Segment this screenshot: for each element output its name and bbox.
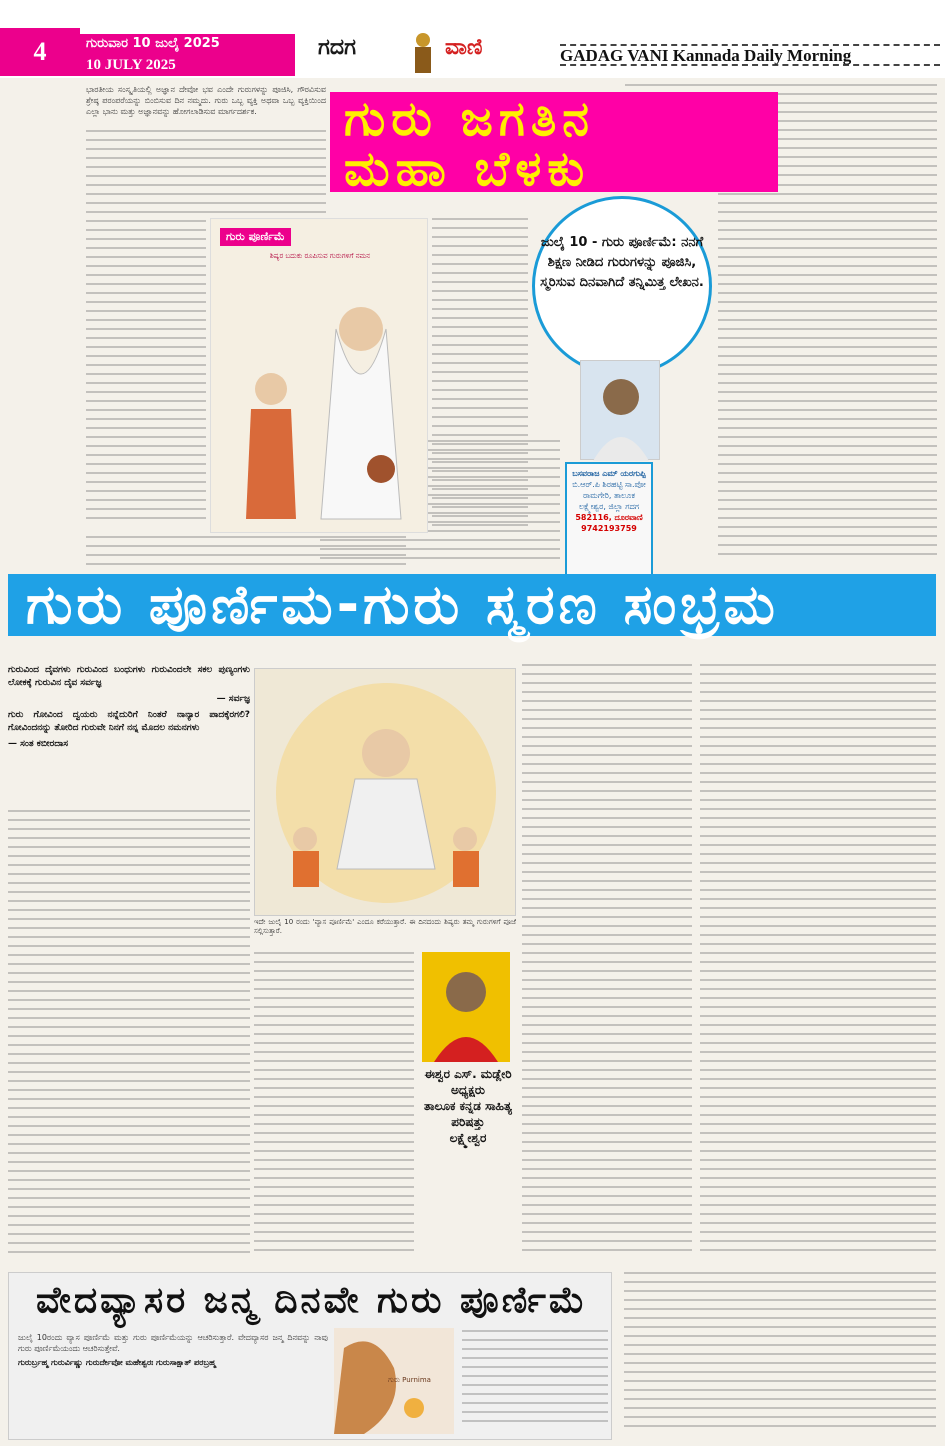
poem1-author: — ಸರ್ವಜ್ಞ — [216, 694, 250, 704]
author2-name: ಈಶ್ವರ ಎಸ್. ಮಡ್ಲೇರಿ — [424, 1067, 512, 1081]
author1-phone: 582116, ದೂರವಾಣಿ 9742193759 — [575, 513, 643, 533]
author-avatar-icon — [581, 361, 661, 461]
author2-org: ತಾಲೂಕ ಕನ್ನಡ ಸಾಹಿತ್ಯ ಪರಿಷತ್ತು — [424, 1099, 512, 1129]
article3-title: ವೇದವ್ಯಾಸರ ಜನ್ಮ ದಿನವೇ ಗುರು ಪೂರ್ಣಿಮೆ — [36, 1280, 588, 1321]
article3-col3-text — [624, 1272, 936, 1440]
article2-col3-text — [522, 664, 692, 1264]
article2-col2-text — [254, 952, 414, 1262]
poem1: ಗುರುವಿಂದ ದೈವಗಳು ಗುರುವಿಂದ ಬಂಧುಗಳು ಗುರುವಿಂದಲೇ ಸಕಲ ಪುಣ್ಯಂಗಳು ಲೋಕಕ್ಕೆ ಗುರುವಿನ ದೈವ ಸರ್ವಜ್ಞ — [8, 665, 250, 688]
article2-col1-text — [8, 810, 250, 1262]
author1-card — [565, 462, 653, 577]
article1-quote: ಜುಲೈ 10 - ಗುರು ಪೂರ್ಣಿಮೆ: ನನಗೆ ಶಿಕ್ಷಣ ನೀಡಿದ ಗುರುಗಳನ್ನು ಪೂಜಿಸಿ, ಸ್ಮರಿಸುವ ದಿನವಾಗಿದೆ ತನ್ನಿಮಿತ್ತ ಲೇಖನ. — [532, 196, 712, 376]
vyasa-caption: ಇದೇ ಜುಲೈ 10 ರಂದು 'ವ್ಯಾಸ ಪೂರ್ಣಿಮೆ' ಎಂದೂ ಕರೆಯುತ್ತಾರೆ. ಈ ದಿನದಂದು ಶಿಷ್ಯರು ತಮ್ಮ ಗುರುಗಳಿಗೆ ಪೂಜೆ ಸಲ್ಲಿಸುತ್ತಾರೆ. — [254, 918, 516, 935]
guru-illustration — [210, 218, 428, 533]
author2-role: ಅಧ್ಯಕ್ಷರು — [451, 1083, 485, 1097]
article1-title — [330, 91, 778, 197]
vyasa-illustration — [254, 668, 516, 916]
vyasa-sage-icon — [255, 669, 517, 917]
author2-info — [418, 1066, 518, 1146]
article1-lead-text: ಭಾರತೀಯ ಸಂಸ್ಕೃತಿಯಲ್ಲಿ ಅಜ್ಞಾನ ದೇವೋ ಭವ ಎಂದೇ ಗುರುಗಳನ್ನು ಪೂಜಿಸಿ, ಗೌರವಿಸುವ ಶ್ರೇಷ್ಠ ಪರಂಪರೆಯನ್ನು ಬಿಂಬಿಸುವ ದಿನ ನಮ್ಮದು. ಗುರು ಒಬ್ಬ ವ್ಯಕ್ತಿ ಅಥವಾ ಒಬ್ಬ ವ್ಯಕ್ತಿಯಿಂದ ಎಲ್ಲಾ ಭಾನು ಮತ್ತು ಅಜ್ಞಾನವನ್ನು ಹೋಗಲಾಡಿಸುವ ಮಾರ್ಗದರ್ಶಕ. — [86, 85, 326, 116]
poem2: ಗುರು ಗೋವಿಂದ ದ್ವಯರು ನನ್ನೆದುರಿಗೆ ನಿಂತರೆ ನಾನ್ಯಾರ ಪಾದಕ್ಕೆರಗಲಿ? ಗೋವಿಂದನನ್ನು ತೋರಿದ ಗುರುವೇ ನಿನಗೆ ನನ್ನ ಮೊದಲ ನಮನಗಳು — [8, 710, 250, 733]
logo-figure-icon — [405, 30, 441, 76]
article1-col3-text-b — [718, 184, 937, 570]
date-english: 10 JULY 2025 — [80, 54, 295, 76]
author-avatar-icon — [422, 952, 510, 1062]
article1-col1-text-b — [86, 220, 206, 530]
article1-col1-text-a — [86, 130, 326, 222]
guru-image-caption: ಶಿಷ್ಯರ ಬದುಕು ರೂಪಿಸುವ ಗುರುಗಳಿಗೆ ನಮನ — [269, 252, 371, 260]
author1-detail: ಬಿ.ಆರ್.ಪಿ ಶಿರಹಟ್ಟಿ ಸಾ.ಪೋ ರಾಮಗೇರಿ, ತಾಲೂಕ ಲಕ್ಷ್ಮೇಶ್ವರ, ಜಿಲ್ಲಾ ಗದಗ — [572, 480, 646, 511]
logo-right: ವಾಣಿ — [445, 35, 483, 60]
page-number: 4 — [0, 28, 80, 76]
author2-place: ಲಕ್ಷ್ಮೇಶ್ವರ — [449, 1131, 487, 1145]
guru-sage-icon — [211, 219, 429, 534]
guru-purnima-badge: ಗುರು ಪೂರ್ಣಿಮೆ — [220, 228, 291, 246]
article3-text — [18, 1332, 328, 1432]
date-kannada: ಗುರುವಾರ 10 ಜುಲೈ 2025 — [80, 34, 295, 54]
article2-col4-text — [700, 664, 936, 1264]
poem2-author: — ಸಂತ ಕಬೀರದಾಸ — [8, 739, 69, 749]
author1-name: ಬಸವರಾಜ ಎಮ್ ಯರಗುಪ್ಪಿ — [572, 469, 646, 478]
article2-title: ಗುರು ಪೂರ್ಣಿಮ-ಗುರು ಸ್ಮರಣ ಸಂಭ್ರಮ — [8, 574, 936, 636]
article3-col2-text — [462, 1330, 608, 1434]
masthead: GADAG VANI Kannada Daily Morning — [560, 44, 940, 66]
article3-shloka: ಗುರುರ್ಬ್ರಹ್ಮ ಗುರುರ್ವಿಷ್ಣು ಗುರುರ್ದೇವೋ ಮಹೇಶ್ವರಃ ಗುರುಸಾಕ್ಷಾತ್ ಪರಬ್ರಹ್ಮ — [18, 1358, 216, 1367]
author1-photo — [580, 360, 660, 460]
author2-photo — [422, 952, 510, 1062]
article3-lead: ಜುಲೈ 10ರಂದು ವ್ಯಾಸ ಪೂರ್ಣಿಮೆ ಮತ್ತು ಗುರು ಪೂರ್ಣಿಮೆಯನ್ನು ಆಚರಿಸುತ್ತಾರೆ. ವೇದವ್ಯಾಸರ ಜನ್ಮ ದಿನವನ್ನು ನಾವು ಗುರು ಪೂರ್ಣಿಮೆಯಂದು ಆಚರಿಸುತ್ತೇವೆ. — [18, 1333, 328, 1353]
article1-title-line1: ಗುರು ಜಗತಿನ — [344, 91, 595, 147]
article3-image-tag: ಗುರು Purnima — [388, 1376, 431, 1384]
logo-left: ಗದಗ — [318, 35, 357, 60]
article2-poems — [8, 664, 250, 804]
article1-title-line2: ಮಹಾ ಬೆಳಕು — [344, 141, 591, 197]
